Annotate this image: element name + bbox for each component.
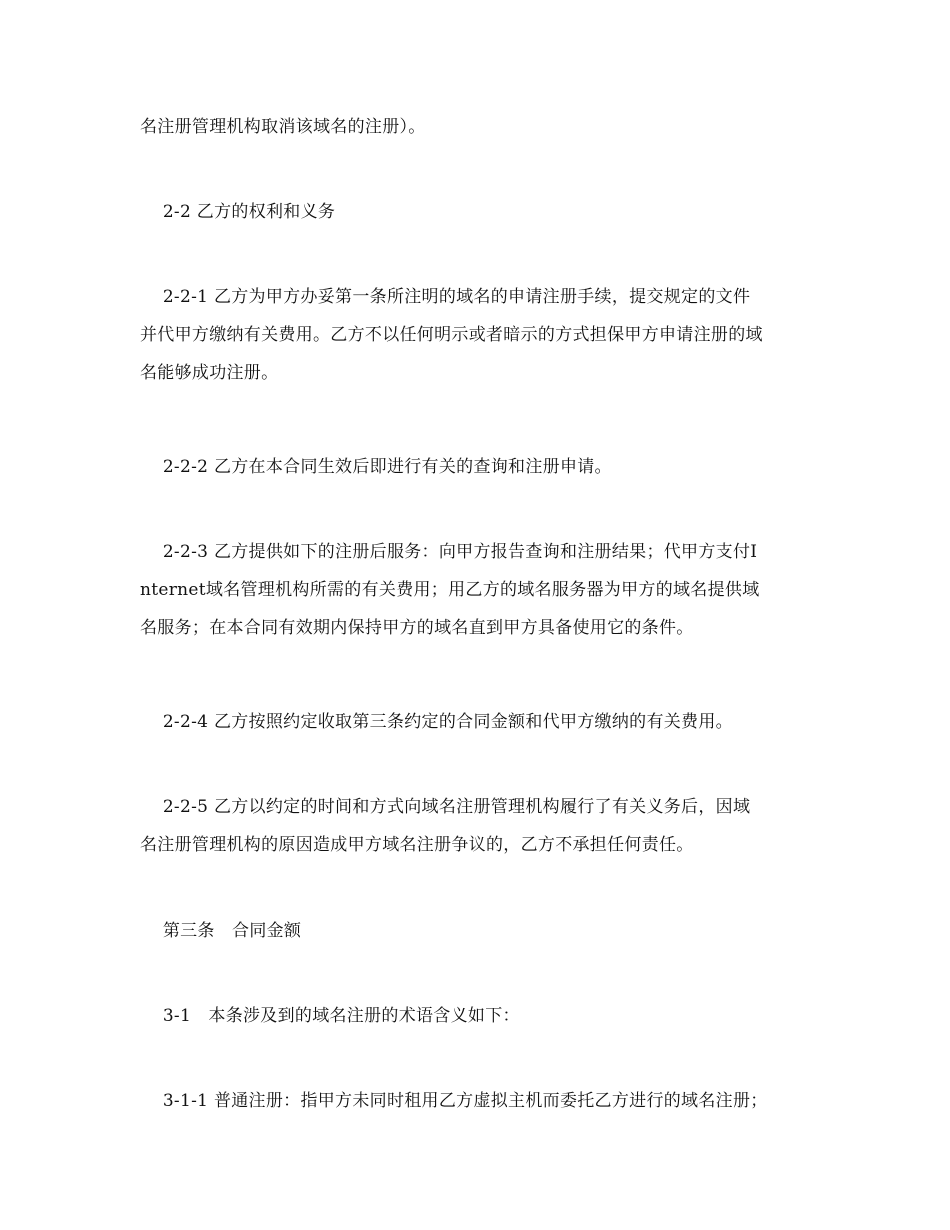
paragraph-1 <box>140 108 820 146</box>
article-3-heading <box>140 912 820 950</box>
clause-2-2-4 <box>140 703 820 741</box>
text-line: 2-2-1 乙方为甲方办妥第一条所注明的域名的申请注册手续，提交规定的文件 <box>140 287 751 307</box>
text-line: 名注册管理机构取消该域名的注册）。 <box>140 117 426 137</box>
clause-3-1-1 <box>140 1082 820 1120</box>
clause-2-2-3 <box>140 533 820 647</box>
text-line: 2-2-2 乙方在本合同生效后即进行有关的查询和注册申请。 <box>140 457 612 477</box>
text-line: 2-2-5 乙方以约定的时间和方式向域名注册管理机构履行了有关义务后，因域 <box>140 797 751 817</box>
text-line: 2-2-4 乙方按照约定收取第三条约定的合同金额和代甲方缴纳的有关费用。 <box>140 712 733 732</box>
text-line: 3-1-1 普通注册：指甲方未同时租用乙方虚拟主机而委托乙方进行的域名注册； <box>140 1091 768 1111</box>
clause-2-2-5 <box>140 788 820 864</box>
text-line: 2-2 乙方的权利和义务 <box>140 202 336 222</box>
text-line: 名服务；在本合同有效期内保持甲方的域名直到甲方具备使用它的条件。 <box>140 618 694 638</box>
clause-2-2-1 <box>140 278 820 392</box>
text-line: 3-1 本条涉及到的域名注册的术语含义如下： <box>140 1006 520 1026</box>
text-line: 名注册管理机构的原因造成甲方域名注册争议的，乙方不承担任何责任。 <box>140 835 694 855</box>
text-line: 第三条 合同金额 <box>140 921 302 941</box>
text-line: 2-2-3 乙方提供如下的注册后服务：向甲方报告查询和注册结果；代甲方支付I <box>140 542 758 562</box>
section-heading-2-2 <box>140 193 820 231</box>
text-line: 名能够成功注册。 <box>140 363 279 383</box>
clause-2-2-2 <box>140 448 820 486</box>
text-line: nternet域名管理机构所需的有关费用；用乙方的域名服务器为甲方的域名提供域 <box>140 580 760 600</box>
text-line: 并代甲方缴纳有关费用。乙方不以任何明示或者暗示的方式担保甲方申请注册的域 <box>140 325 763 345</box>
clause-3-1 <box>140 997 820 1035</box>
